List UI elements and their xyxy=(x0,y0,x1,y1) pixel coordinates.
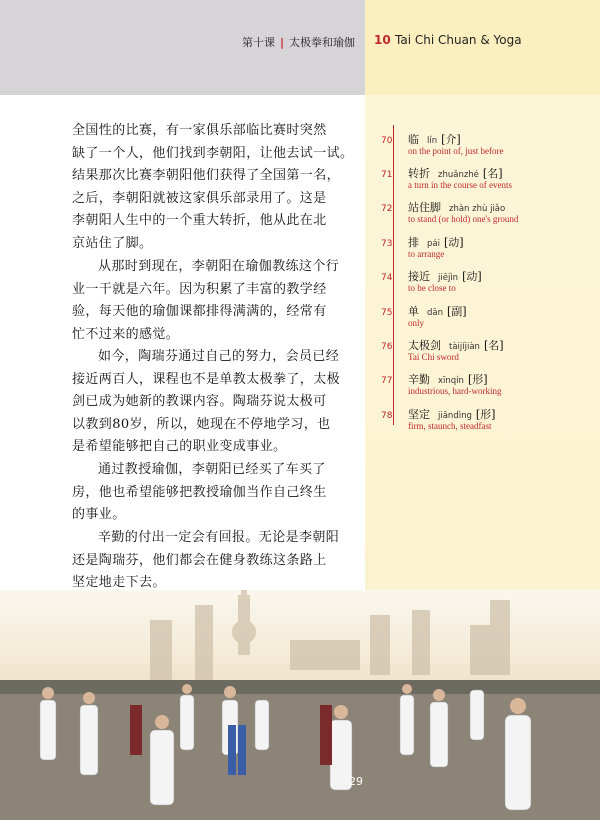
paragraph-3 xyxy=(72,346,357,459)
vocab-number: 74 xyxy=(381,273,393,283)
text-line: 通过教授瑜伽，李朝阳已经买了车买了 xyxy=(98,462,326,477)
vocab-number: 78 xyxy=(381,411,393,421)
vocab-entry-70 xyxy=(365,127,600,163)
vocab-word: 接近 xyxy=(408,270,430,283)
vocab-word: 辛勤 xyxy=(408,373,430,386)
vocab-gloss: industrious, hard-working xyxy=(408,386,502,396)
vocab-gloss: only xyxy=(408,318,425,328)
text-line: 缺了一个人，他们找到李朝阳，让他去试一试。 xyxy=(72,145,354,161)
text-line: 京站住了脚。 xyxy=(72,235,153,251)
chapter-number: 10 xyxy=(374,33,391,47)
text-line: 坚定地走下去。 xyxy=(72,575,166,590)
text-line: 之后，李朝阳就被这家俱乐部录用了。这是 xyxy=(72,190,327,206)
chapter-label-cn: 第十课 xyxy=(241,36,275,49)
vocab-word-line xyxy=(408,268,482,284)
vocab-entry-75 xyxy=(365,299,600,335)
title-separator: | xyxy=(279,36,284,49)
text-line: 验，每天他的瑜伽课都排得满满的，经常有 xyxy=(72,304,327,319)
vocab-entry-72 xyxy=(365,195,600,231)
vocab-word-line xyxy=(408,199,509,215)
vocab-pinyin: jiāndìng xyxy=(438,411,472,421)
vocab-pinyin: zhuǎnzhé xyxy=(438,170,479,180)
vocab-word-line xyxy=(408,337,504,353)
text-line: 业一干就是六年。因为积累了丰富的教学经 xyxy=(72,281,327,297)
vocab-number: 75 xyxy=(381,308,393,318)
vocab-word: 坚定 xyxy=(408,408,430,421)
page-number: 29 xyxy=(349,775,363,788)
vocab-entry-71 xyxy=(365,161,600,197)
vocab-number: 72 xyxy=(381,204,393,214)
vocab-pinyin: pái xyxy=(427,239,440,249)
chapter-title-text-cn: 太极拳和瑜伽 xyxy=(289,36,355,49)
text-line: 接近两百人，课程也不是单教太极拳了，太极 xyxy=(72,371,341,387)
vocab-pinyin: zhàn zhù jiǎo xyxy=(449,204,506,214)
vocab-pos: [形] xyxy=(475,408,496,421)
header-left-band xyxy=(0,0,365,95)
paragraph-4 xyxy=(72,459,357,527)
chapter-title-en: Tai Chi Chuan & Yoga xyxy=(395,33,522,47)
vocab-pinyin: lín xyxy=(427,136,438,146)
paragraph-5 xyxy=(72,527,357,595)
vocab-pinyin: dān xyxy=(427,308,443,318)
text-line: 是希望能够把自己的职业变成事业。 xyxy=(72,439,287,454)
vocab-pinyin: jiējìn xyxy=(438,273,459,283)
vocab-word-line xyxy=(408,371,488,387)
tai-chi-photo xyxy=(0,590,600,820)
vocab-word: 转折 xyxy=(408,167,430,180)
vocab-entry-77 xyxy=(365,367,600,403)
vocab-number: 70 xyxy=(381,136,393,146)
vocab-word: 太极剑 xyxy=(408,339,441,352)
vocab-number: 76 xyxy=(381,342,393,352)
vocab-gloss: firm, staunch, steadfast xyxy=(408,421,492,431)
vocab-gloss: a turn in the course of events xyxy=(408,180,512,190)
vocab-gloss: to arrange xyxy=(408,249,445,259)
vocab-word: 站住脚 xyxy=(408,201,441,214)
vocab-word: 单 xyxy=(408,305,419,318)
vocab-word-line xyxy=(408,165,503,181)
text-line: 辛勤的付出一定会有回报。无论是李朝阳 xyxy=(98,530,340,545)
paragraph-2 xyxy=(72,256,357,346)
vocab-pos: [形] xyxy=(467,373,488,386)
header-right-band xyxy=(365,0,600,95)
vocab-word-line xyxy=(408,131,461,147)
vocab-number: 77 xyxy=(381,376,393,386)
vocab-number: 71 xyxy=(381,170,393,180)
vocab-gloss: to stand (or hold) one's ground xyxy=(408,214,519,224)
vocab-pos: [名] xyxy=(483,339,504,352)
vocab-pos: [名] xyxy=(482,167,503,180)
vocab-word: 临 xyxy=(408,133,419,146)
vocab-word: 排 xyxy=(408,236,419,249)
chapter-title-cn xyxy=(242,34,355,50)
text-line: 以教到80岁，所以，她现在不停地学习，也 xyxy=(72,416,331,432)
vocab-entry-78 xyxy=(365,402,600,438)
vocab-pos: [介] xyxy=(441,133,461,146)
vocab-gloss: Tai Chi sword xyxy=(408,352,459,362)
vocab-pinyin: tàijíjiàn xyxy=(449,342,480,352)
vocab-word-line xyxy=(408,303,467,319)
text-line: 从那时到现在，李朝阳在瑜伽教练这个行 xyxy=(98,259,340,274)
vocab-gloss: on the point of, just before xyxy=(408,146,504,156)
text-line: 剑已成为她新的教课内容。陶瑞芬说太极可 xyxy=(72,394,327,409)
photo-illustration xyxy=(0,590,600,820)
vocab-entry-76 xyxy=(365,333,600,369)
paragraph-1 xyxy=(72,120,357,255)
text-line: 的事业。 xyxy=(72,507,126,522)
vocab-entry-74 xyxy=(365,264,600,300)
text-line: 如今，陶瑞芬通过自己的努力，会员已经 xyxy=(98,349,340,364)
vocab-number: 73 xyxy=(381,239,393,249)
vocab-pos: [副] xyxy=(447,305,467,318)
vocab-pinyin: xīnqín xyxy=(438,376,464,386)
vocab-word-line xyxy=(408,234,464,250)
vocab-gloss: to be close to xyxy=(408,283,456,293)
text-line: 全国性的比赛，有一家俱乐部临比赛时突然 xyxy=(72,123,327,138)
text-line: 还是陶瑞芬，他们都会在健身教练这条路上 xyxy=(72,552,327,568)
text-line: 李朝阳人生中的一个重大转折，他从此在北 xyxy=(72,213,327,228)
city-skyline xyxy=(150,590,510,685)
text-line: 结果那次比赛李朝阳他们获得了全国第一名， xyxy=(72,168,341,183)
vocab-entry-73 xyxy=(365,230,600,266)
vocab-pos: [动] xyxy=(462,270,482,283)
vocab-word-line xyxy=(408,406,495,422)
vocab-pos: [动] xyxy=(443,236,464,249)
text-line: 房，他也希望能够把教授瑜伽当作自己终生 xyxy=(72,484,327,500)
text-line: 忙不过来的感觉。 xyxy=(72,326,180,342)
